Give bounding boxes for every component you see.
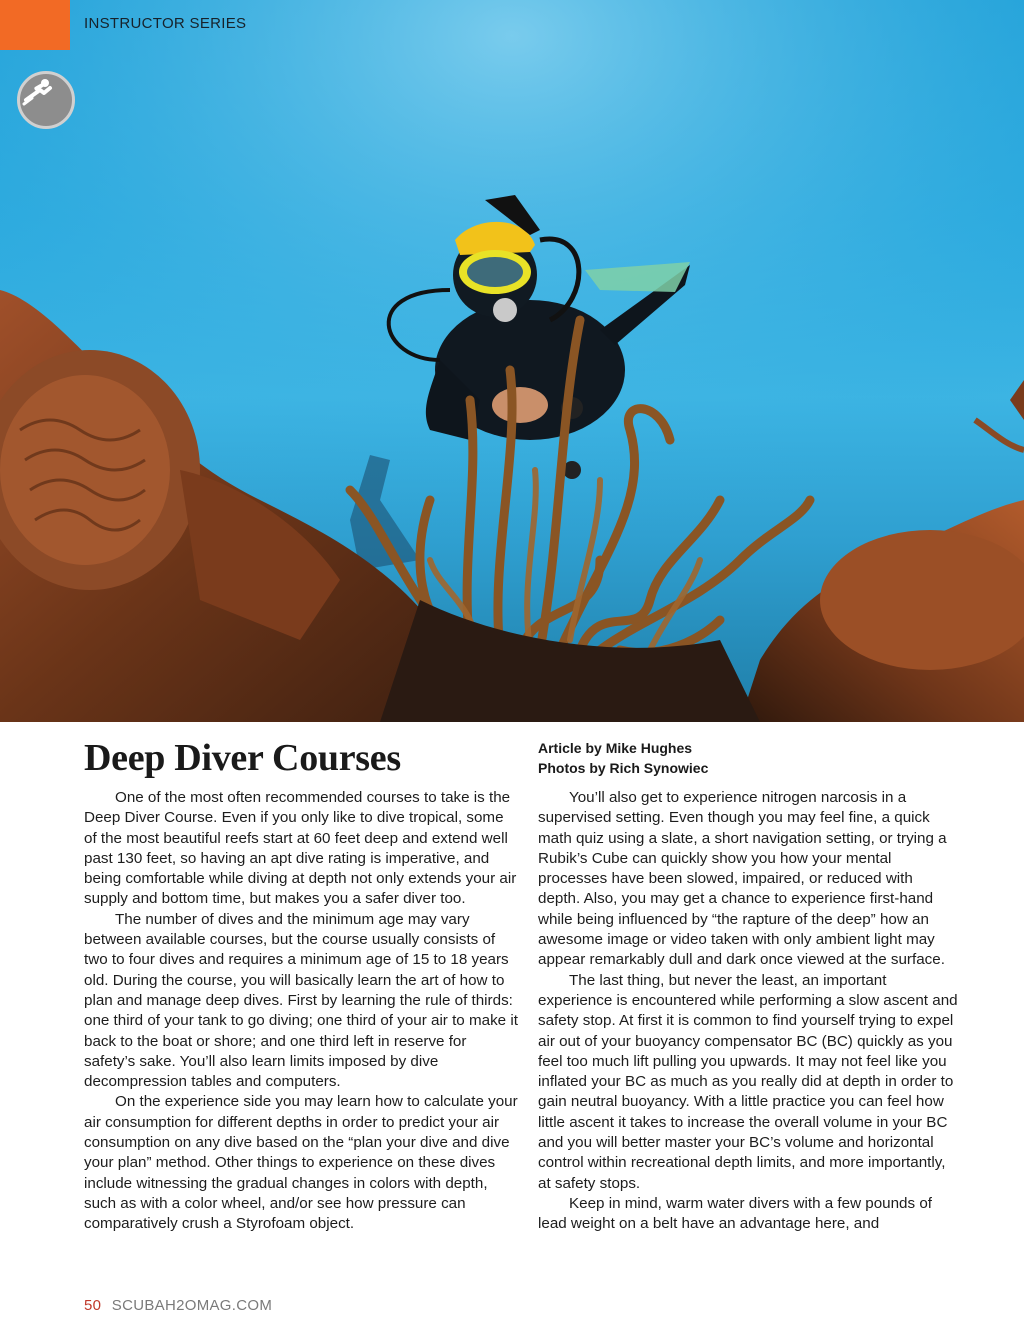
site-link[interactable]: SCUBAH2OMAG.COM [111,1297,273,1314]
series-accent-tab [0,0,70,50]
series-label: INSTRUCTOR SERIES [84,15,247,32]
paragraph: On the experience side you may learn how to calculate your air consumption for different depths in order to predict your air consumption on any dive based on the “plan your dive and dive your plan” method. Other things to experience on these dives include witnessing the gradual changes in colors with depth, such as with a color wheel, and/or see how pressure can comparatively crush a Styrofoam object. [84,1093,518,1233]
article-title: Deep Diver Courses [84,737,401,779]
byline-article: Article by Mike Hughes [538,740,693,756]
paragraph: One of the most often recommended courses to take is the Deep Diver Course. Even if you only like to dive tropical, some of the most beautiful reefs start at 60 feet deep and extend well past 130 feet, so having an apt dive rating is imperative, and being comfortable while diving at depth not only extends your air supply and bottom time, but makes you a safer diver too. [84,789,517,908]
page-footer [84,1297,272,1314]
paragraph: The number of dives and the minimum age may vary between available courses, but the course usually consists of two to four dives and requires a minimum age of 15 to 18 years old. During the course, you will basically learn the art of how to plan and manage deep dives. First by learning the rule of thirds: one third of your tank to go diving; one third of your air to make it back to the boat or shore; and one third left in reserve for safety’s sake. You’ll also learn limits imposed by dive decompression tables and computers. [84,910,518,1091]
paragraph: The last thing, but never the least, an important experience is encountered while performing a slow ascent and safety stop. At first it is common to find yourself trying to expel air out of your buoyancy compensator BC (BC) quickly as you feel too much lift pulling you upwards. It may not feel like you inflated your BC as much as you really did at depth in order to gain neutral buoyancy. With a little practice you can feel how little ascent it takes to increase the overall volume in your BC and you will better master your BC’s volume and horizontal control within recreational depth limits, and more importantly, at safety stops. [538,971,958,1192]
paragraph: Keep in mind, warm water divers with a few pounds of lead weight on a belt have an advantage here, and [538,1194,932,1233]
scuba-diver-icon [17,71,75,129]
paragraph: You’ll also get to experience nitrogen narcosis in a supervised setting. Even though you may feel fine, a quick math quiz using a slate, a short navigation setting, or trying a Rubik’s Cube can quickly show you how your mental processes have been slowed, impaired, or reduced with depth. Also, you may get a chance to experience first-hand while being influenced by “the rapture of the deep” how an awesome image or video taken with only ambient light may appear remarkably dull and dark once viewed at the surface. [538,789,947,969]
article-column-left [84,788,520,1235]
byline-photos: Photos by Rich Synowiec [538,760,709,776]
article-column-right [538,788,958,1235]
article-credits [538,738,708,778]
page-number: 50 [84,1297,102,1314]
